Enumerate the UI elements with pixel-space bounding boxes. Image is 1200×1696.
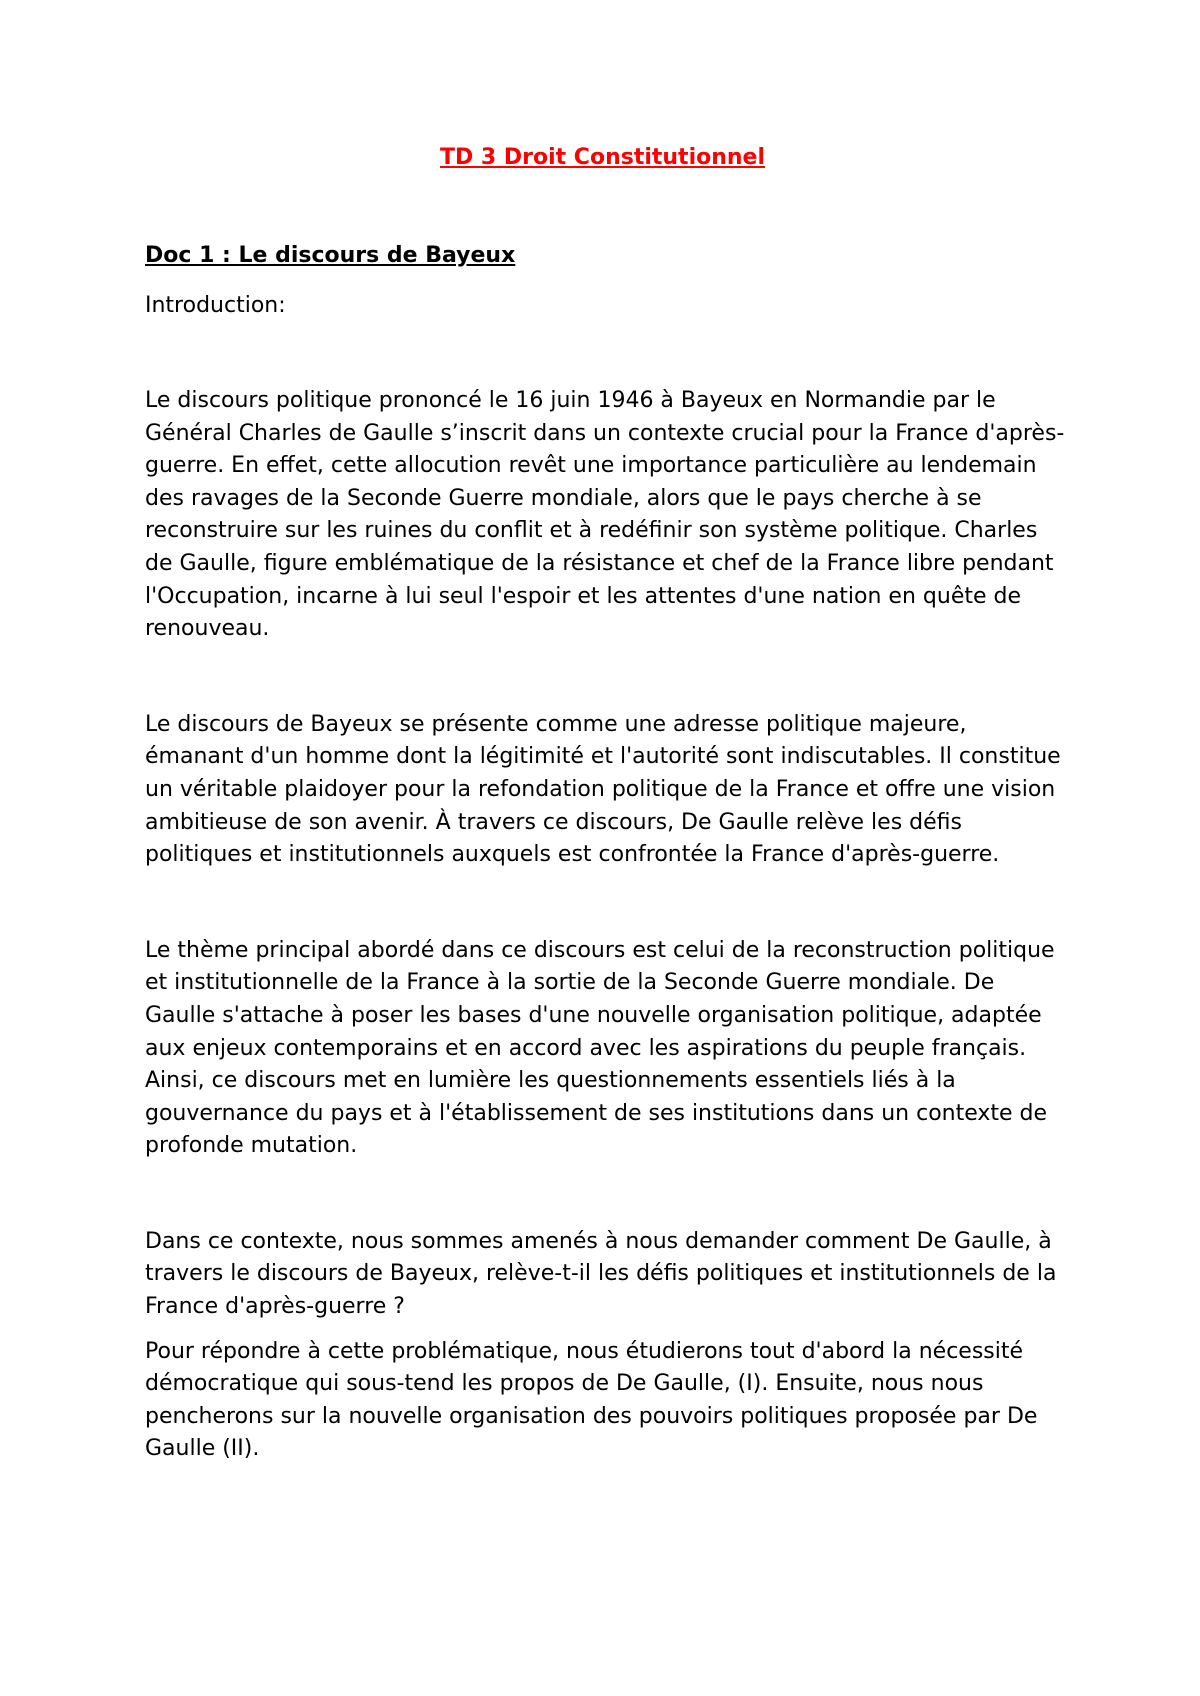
- introduction-label: Introduction:: [145, 293, 286, 318]
- paragraph-theme: Le thème principal abordé dans ce discours est celui de la reconstruction politique et institutionnelle de la France à la sortie de la Seconde Guerre mondiale. De Gaulle s'attache à poser les bases d'une nouvelle organisation politique, adaptée aux enjeux contemporains et en accord avec les aspirations du peuple français. Ainsi, ce discours met en lumière les questionnements essentiels liés à la gouvernance du pays et à l'établissement de ses institutions dans un contexte de profonde mutation.: [145, 937, 1055, 1159]
- paragraph-plan: Pour répondre à cette problématique, nous étudierons tout d'abord la nécessité démocratique qui sous-tend les propos de De Gaulle, (I). Ensuite, nous nous pencherons sur la nouvelle organisation des pouvoirs politiques proposée par De Gaulle (II).: [145, 1338, 1038, 1462]
- section-heading: Doc 1 : Le discours de Bayeux: [145, 243, 516, 268]
- document-title: TD 3 Droit Constitutionnel: [439, 145, 766, 170]
- paragraph-presentation: Le discours de Bayeux se présente comme une adresse politique majeure, émanant d'un homme dont la légitimité et l'autorité sont indiscutables. Il constitue un véritable plaidoyer pour la refondation politique de la France et offre une vision ambitieuse de son avenir. À travers ce discours, De Gaulle relève les défis politiques et institutionnels auxquels est confrontée la France d'après-guerre.: [145, 711, 1061, 868]
- paragraph-context: Le discours politique prononcé le 16 juin 1946 à Bayeux en Normandie par le Général Charles de Gaulle s’inscrit dans un contexte crucial pour la France d'après-guerre. En effet, cette allocution revêt une importance particulière au lendemain des ravages de la Seconde Guerre mondiale, alors que le pays cherche à se reconstruire sur les ruines du conflit et à redéfinir son système politique. Charles de Gaulle, figure emblématique de la résistance et chef de la France libre pendant l'Occupation, incarne à lui seul l'espoir et les attentes d'une nation en quête de renouveau.: [145, 388, 1065, 642]
- paragraph-problematique: Dans ce contexte, nous sommes amenés à nous demander comment De Gaulle, à travers le discours de Bayeux, relève-t-il les défis politiques et institutionnels de la France d'après-guerre ?: [145, 1228, 1057, 1320]
